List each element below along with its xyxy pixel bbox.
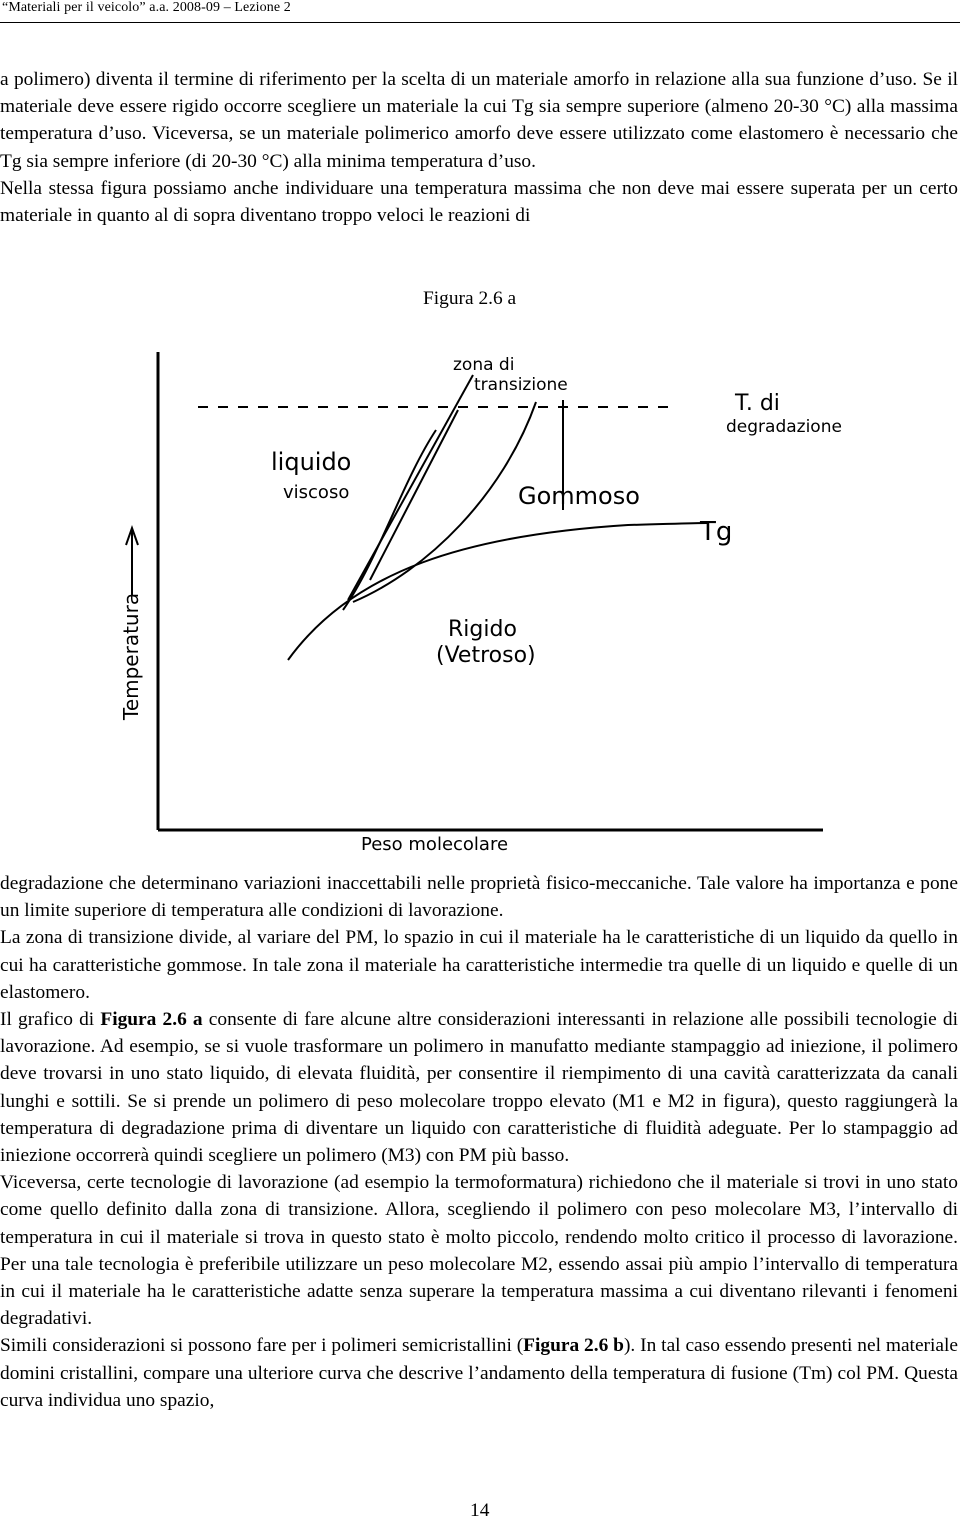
paragraph: Viceversa, certe tecnologie di lavorazione (ad esempio la termoformatura) richiedono che il materiale si trovi in uno stato come quello definito dalla zona di transizione. Allora, scegliendo il polimero con peso molecolare M3, l’intervallo di temperatura in cui il materiale si trova in questo stato è molto piccolo, rendendo molto critico il processo di lavorazione. Per una tale tecnologia è preferibile utilizzare un peso molecolare M2, essendo assai più ampio l’intervallo di temperatura in cui il materiale ha le caratteristiche adatte senza superare la temperatura massima a cui diventano rilevanti i fenomeni degradativi. (0, 1172, 958, 1330)
figure-reference: Figura 2.6 b (523, 1335, 624, 1357)
figure-caption: Figura 2.6 a (423, 288, 517, 309)
y-axis-label: Temperatura (119, 592, 143, 720)
label-viscoso: viscoso (283, 482, 350, 503)
rubbery-curve (353, 402, 536, 602)
paragraph: Il grafico di Figura 2.6 a consente di fare alcune altre considerazioni interessanti in relazione alle possibili tecnologie di lavorazione. Ad esempio, se si vuole trasformare un polimero in manufatto mediante stampaggio ad iniezione, il polimero deve trovarsi in uno stato liquido, di elevata fluidità, per consentire il riempimento di una cavità caratterizzata da canali lunghi e sottili. Se si prende un polimero di peso molecolare troppo elevato (M1 e M2 in figura), questo raggiungerà la temperatura di degradazione prima di diventare un liquido con caratteristiche di fluidità adeguate. Per lo stampaggio ad iniezione occorrerà quindi scegliere un polimero (M3) con PM più basso. (0, 1009, 958, 1167)
paragraph: La zona di transizione divide, al variare del PM, lo spazio in cui il materiale ha le caratteristiche di un liquido da quello in cui ha caratteristiche gommose. In tale zona il materiale ha caratteristiche intermedie tra quelle di un liquido e quelle di un elastomero. (0, 927, 958, 1003)
header-rule (0, 22, 960, 23)
paragraph: Simili considerazioni si possono fare per i polimeri semicristallini (Figura 2.6 b). In tal caso essendo presenti nel materiale domini cristallini, compare una ulteriore curva che descrive l’andamento della temperatura di fusione (Tm) col PM. Questa curva individua uno spazio, (0, 1335, 958, 1411)
top-text-block (0, 66, 958, 229)
paragraph: degradazione che determinano variazioni inaccettabili nelle proprietà fisico-meccaniche. Tale valore ha importanza e pone un limite superiore di temperatura alle condizioni di lavorazione. (0, 873, 958, 922)
label-transizione: transizione (474, 375, 568, 395)
label-degradazione: degradazione (726, 417, 842, 437)
label-gommoso: Gommoso (518, 482, 640, 510)
running-header: “Materiali per il veicolo” a.a. 2008-09 – Lezione 2 (2, 0, 291, 15)
paragraph: Nella stessa figura possiamo anche individuare una temperatura massima che non deve mai essere superata per un certo materiale in quanto al di sopra diventano troppo veloci le reazioni di (0, 177, 958, 227)
figure-reference: Figura 2.6 a (100, 1009, 203, 1031)
label-tg: Tg (700, 517, 733, 547)
label-t-di: T. di (735, 391, 780, 416)
paragraph: a polimero) diventa il termine di riferimento per la scelta di un materiale amorfo in relazione alla sua funzione d’uso. Se il materiale deve essere rigido occorre scegliere un materiale la cui Tg sia sempre superiore (almeno 20-30 °C) alla massima temperatura d’uso. Viceversa, se un materiale polimerico amorfo deve essere utilizzato come elastomero è necessario che Tg sia sempre inferiore (di 20-30 °C) alla minima temperatura d’uso. (0, 69, 958, 172)
x-axis-label: Peso molecolare (361, 834, 509, 855)
bottom-text-block (0, 870, 958, 1414)
label-zona: zona di (453, 355, 515, 375)
label-vetroso: (Vetroso) (436, 643, 536, 668)
page-number: 14 (470, 1500, 490, 1521)
label-liquido: liquido (271, 448, 352, 476)
label-rigido: Rigido (448, 617, 517, 642)
figure-diagram (108, 340, 842, 860)
